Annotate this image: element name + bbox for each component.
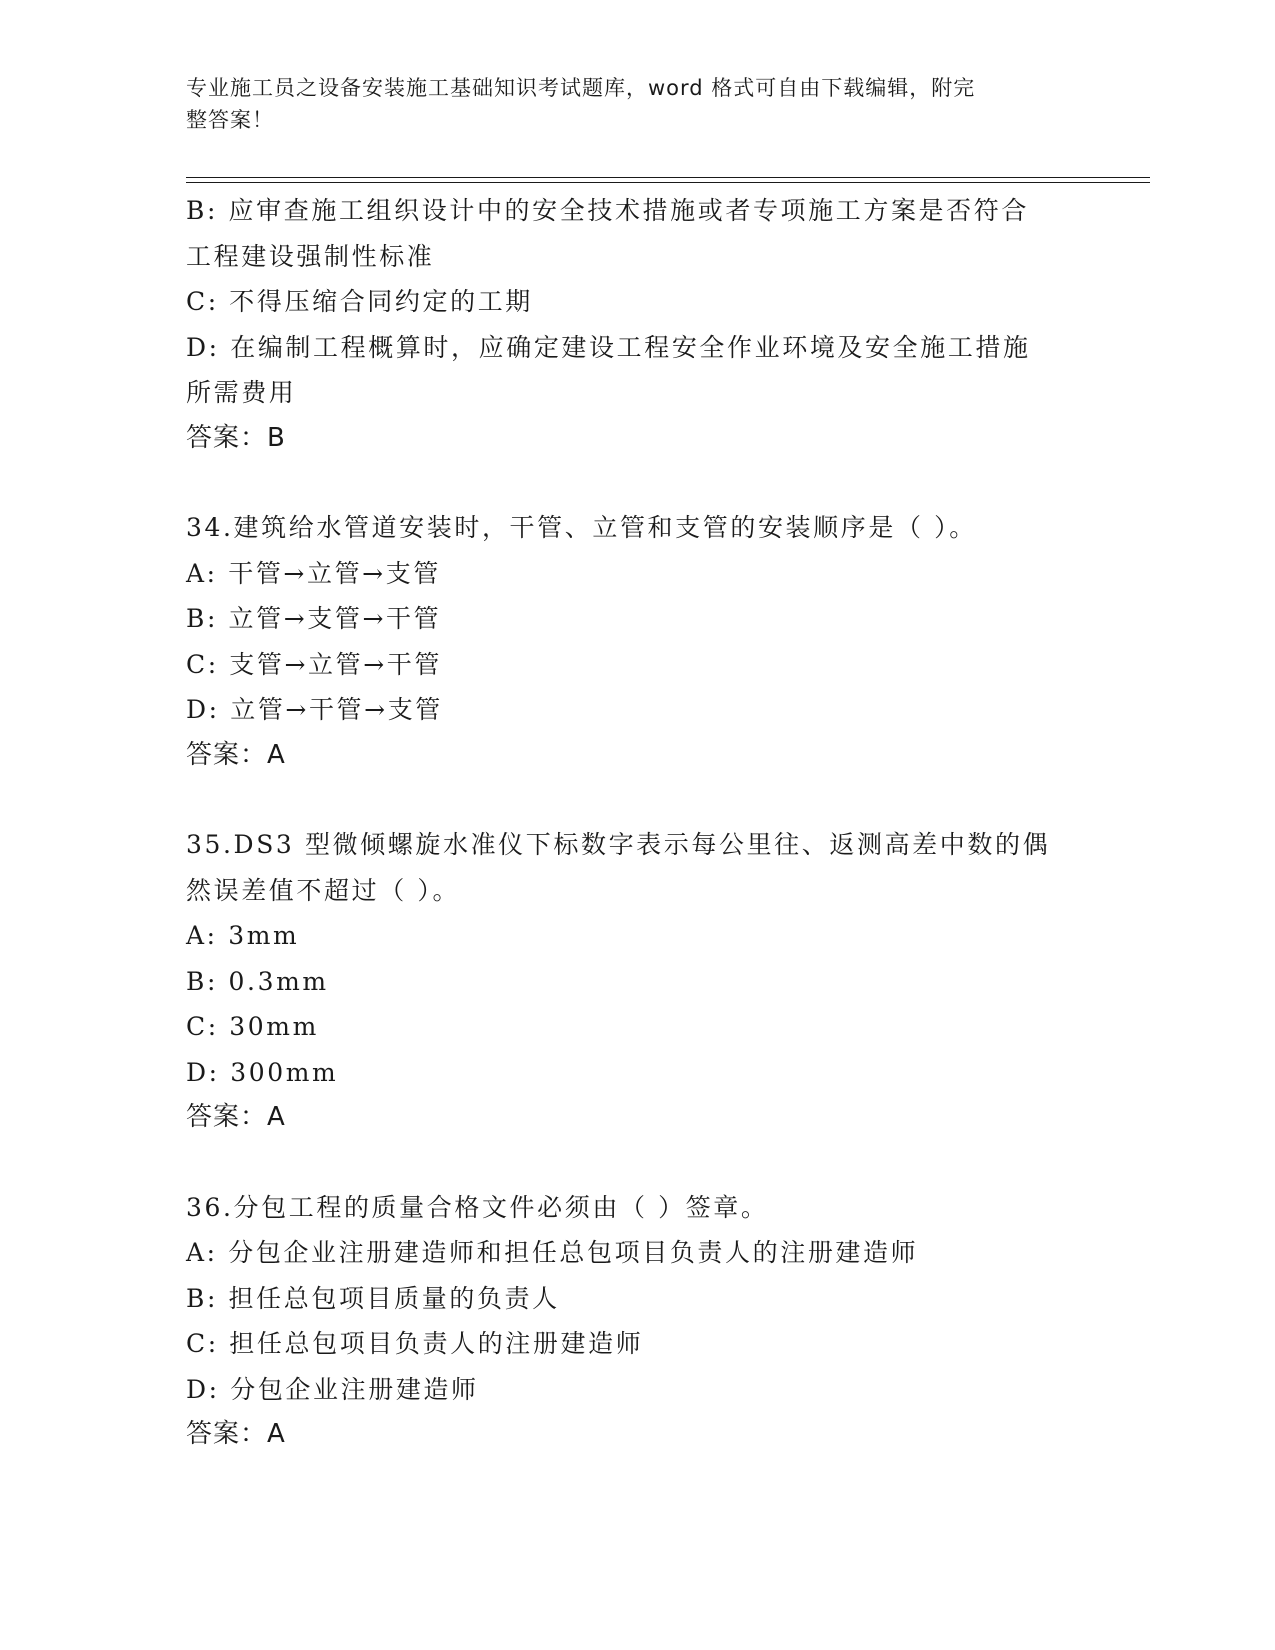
question-text-line-2: 然误差值不超过（ ）。 — [186, 875, 461, 905]
answer: 答案：A — [186, 739, 286, 770]
option-a: A: 干管→立管→支管 — [186, 558, 441, 588]
option-a: A: 3mm — [186, 921, 300, 950]
answer: 答案：A — [186, 1419, 286, 1449]
option-d-line-1: D: 在编制工程概算时，应确定建设工程安全作业环境及安全施工措施 — [186, 332, 1031, 362]
header-divider-top — [186, 177, 1150, 178]
option-b: B: 担任总包项目质量的负责人 — [186, 1283, 560, 1313]
question-text: 36.分包工程的质量合格文件必须由（ ）签章。 — [186, 1192, 769, 1222]
question-text: 34.建筑给水管道安装时，干管、立管和支管的安装顺序是（ ）。 — [186, 513, 977, 542]
header-divider-bottom — [186, 182, 1150, 183]
option-b: B: 立管→支管→干管 — [186, 604, 442, 633]
question-33-continued — [186, 188, 1086, 461]
spacer — [186, 778, 1086, 822]
header-line-1: 专业施工员之设备安装施工基础知识考试题库，word 格式可自由下载编辑，附完 — [186, 76, 976, 100]
question-text-line-1: 35.DS3 型微倾螺旋水准仪下标数字表示每公里往、返测高差中数的偶 — [186, 830, 1051, 859]
answer: 答案：B — [186, 422, 286, 453]
option-d-line-2: 所需费用 — [186, 378, 297, 407]
option-a: A: 分包企业注册建造师和担任总包项目负责人的注册建造师 — [186, 1238, 919, 1267]
option-d: D: 300mm — [186, 1057, 339, 1087]
question-35 — [186, 822, 1086, 1141]
document-body — [186, 188, 1086, 1458]
option-c: C: 担任总包项目负责人的注册建造师 — [186, 1329, 644, 1358]
option-b-line-2: 工程建设强制性标准 — [186, 241, 435, 271]
document-header — [186, 72, 1066, 136]
option-b-line-1: B: 应审查施工组织设计中的安全技术措施或者专项施工方案是否符合 — [186, 196, 1029, 225]
option-c: C: 30mm — [186, 1012, 319, 1041]
answer: 答案：A — [186, 1102, 286, 1132]
option-d: D: 分包企业注册建造师 — [186, 1374, 479, 1404]
header-line-2: 整答案！ — [186, 108, 274, 132]
option-c: C: 支管→立管→干管 — [186, 649, 442, 679]
spacer — [186, 461, 1086, 505]
option-d: D: 立管→干管→支管 — [186, 695, 443, 724]
question-34 — [186, 505, 1086, 778]
option-c: C: 不得压缩合同约定的工期 — [186, 287, 533, 316]
question-36 — [186, 1185, 1086, 1458]
option-b: B: 0.3mm — [186, 966, 329, 996]
spacer — [186, 1141, 1086, 1185]
